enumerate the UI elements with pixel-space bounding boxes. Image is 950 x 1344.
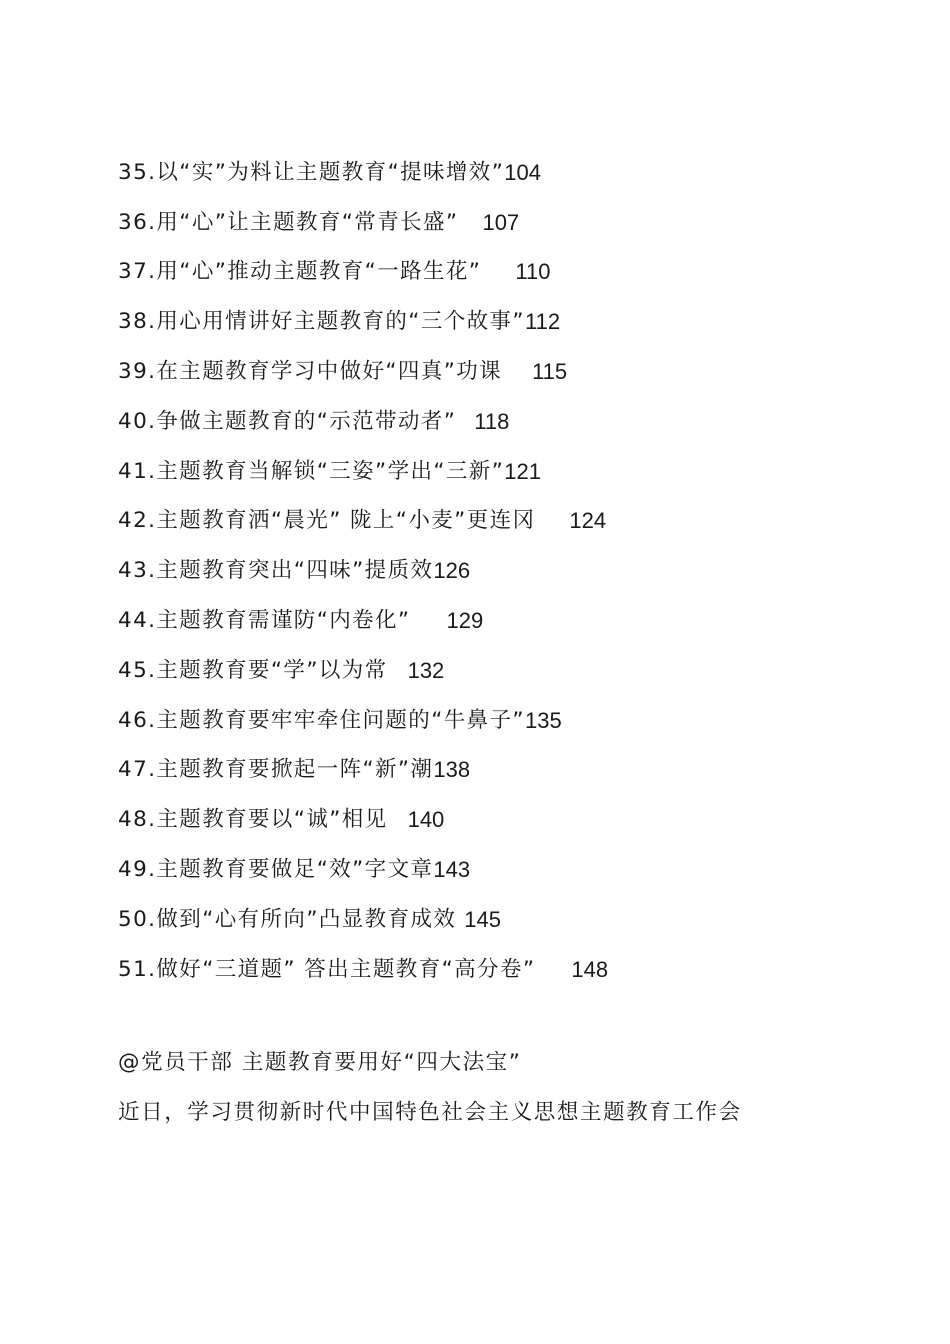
toc-entry-page: 124 (569, 508, 607, 534)
toc-entry (118, 795, 878, 845)
toc-entry-title: 47.主题教育要掀起一阵“新”潮 (118, 757, 434, 783)
toc-entry-page: 107 (482, 209, 520, 235)
toc-entry-title: 44.主题教育需谨防“内卷化” (118, 608, 411, 634)
toc-entry (118, 248, 878, 298)
toc-entry-title: 39.在主题教育学习中做好“四真”功课 (118, 359, 503, 385)
toc-entry (118, 696, 878, 746)
toc-entry-page: 104 (504, 159, 541, 185)
toc-entry-page: 138 (433, 757, 471, 783)
toc-entry (118, 447, 878, 497)
toc-entry (118, 646, 878, 696)
table-of-contents (118, 148, 878, 995)
toc-entry-page: 132 (407, 657, 445, 683)
toc-entry (118, 397, 878, 447)
toc-entry (118, 198, 878, 248)
toc-entry-page: 110 (515, 259, 551, 285)
toc-entry-page: 121 (504, 458, 541, 484)
toc-entry (118, 148, 878, 198)
toc-entry-title: 48.主题教育要以“诚”相见 (118, 807, 388, 833)
toc-entry-page: 126 (433, 558, 471, 584)
toc-entry-title: 38.用心用情讲好主题教育的“三个故事” (118, 309, 525, 335)
toc-entry-title: 46.主题教育要牢牢牵住问题的“牛鼻子” (118, 707, 525, 733)
toc-entry-title: 35.以“实”为料让主题教育“提味增效” (118, 159, 505, 185)
toc-entry-title: 40.争做主题教育的“示范带动者” (118, 408, 457, 434)
toc-entry-title: 41.主题教育当解锁“三姿”学出“三新” (118, 458, 505, 484)
toc-entry-title: 45.主题教育要“学”以为常 (118, 657, 388, 683)
toc-entry (118, 347, 878, 397)
toc-entry-title: 51.做好“三道题” 答出主题教育“高分卷” (118, 956, 536, 982)
toc-entry (118, 895, 878, 945)
toc-entry-page: 135 (524, 707, 562, 733)
article-heading: @党员干部 主题教育要用好“四大法宝” (118, 1050, 522, 1075)
toc-entry-page: 148 (571, 956, 609, 982)
toc-entry-title: 36.用“心”让主题教育“常青长盛” (118, 209, 459, 235)
toc-entry (118, 945, 878, 995)
article-body (118, 1040, 878, 1140)
toc-entry-title: 42.主题教育洒“晨光” 陇上“小麦”更连冈 (118, 508, 536, 534)
toc-entry-page: 140 (407, 807, 445, 833)
toc-entry-title: 49.主题教育要做足“效”字文章 (118, 857, 434, 883)
toc-entry (118, 596, 878, 646)
toc-entry-page: 143 (433, 857, 471, 883)
toc-entry-title: 37.用“心”推动主题教育“一路生花” (118, 259, 482, 285)
toc-entry-page: 129 (446, 608, 484, 634)
toc-entry (118, 746, 878, 796)
toc-entry-page: 118 (474, 408, 510, 434)
toc-entry-page: 112 (524, 309, 561, 335)
toc-entry (118, 546, 878, 596)
toc-entry-page: 145 (464, 906, 501, 932)
toc-entry-page: 115 (532, 359, 568, 385)
toc-entry (118, 297, 878, 347)
toc-entry (118, 497, 878, 547)
article-paragraph-line: 近日，学习贯彻新时代中国特色社会主义思想主题教育工作会 (118, 1100, 742, 1125)
toc-entry (118, 845, 878, 895)
toc-entry-title: 43.主题教育突出“四味”提质效 (118, 558, 434, 584)
toc-entry-title: 50.做到“心有所向”凸显教育成效 (118, 906, 457, 932)
